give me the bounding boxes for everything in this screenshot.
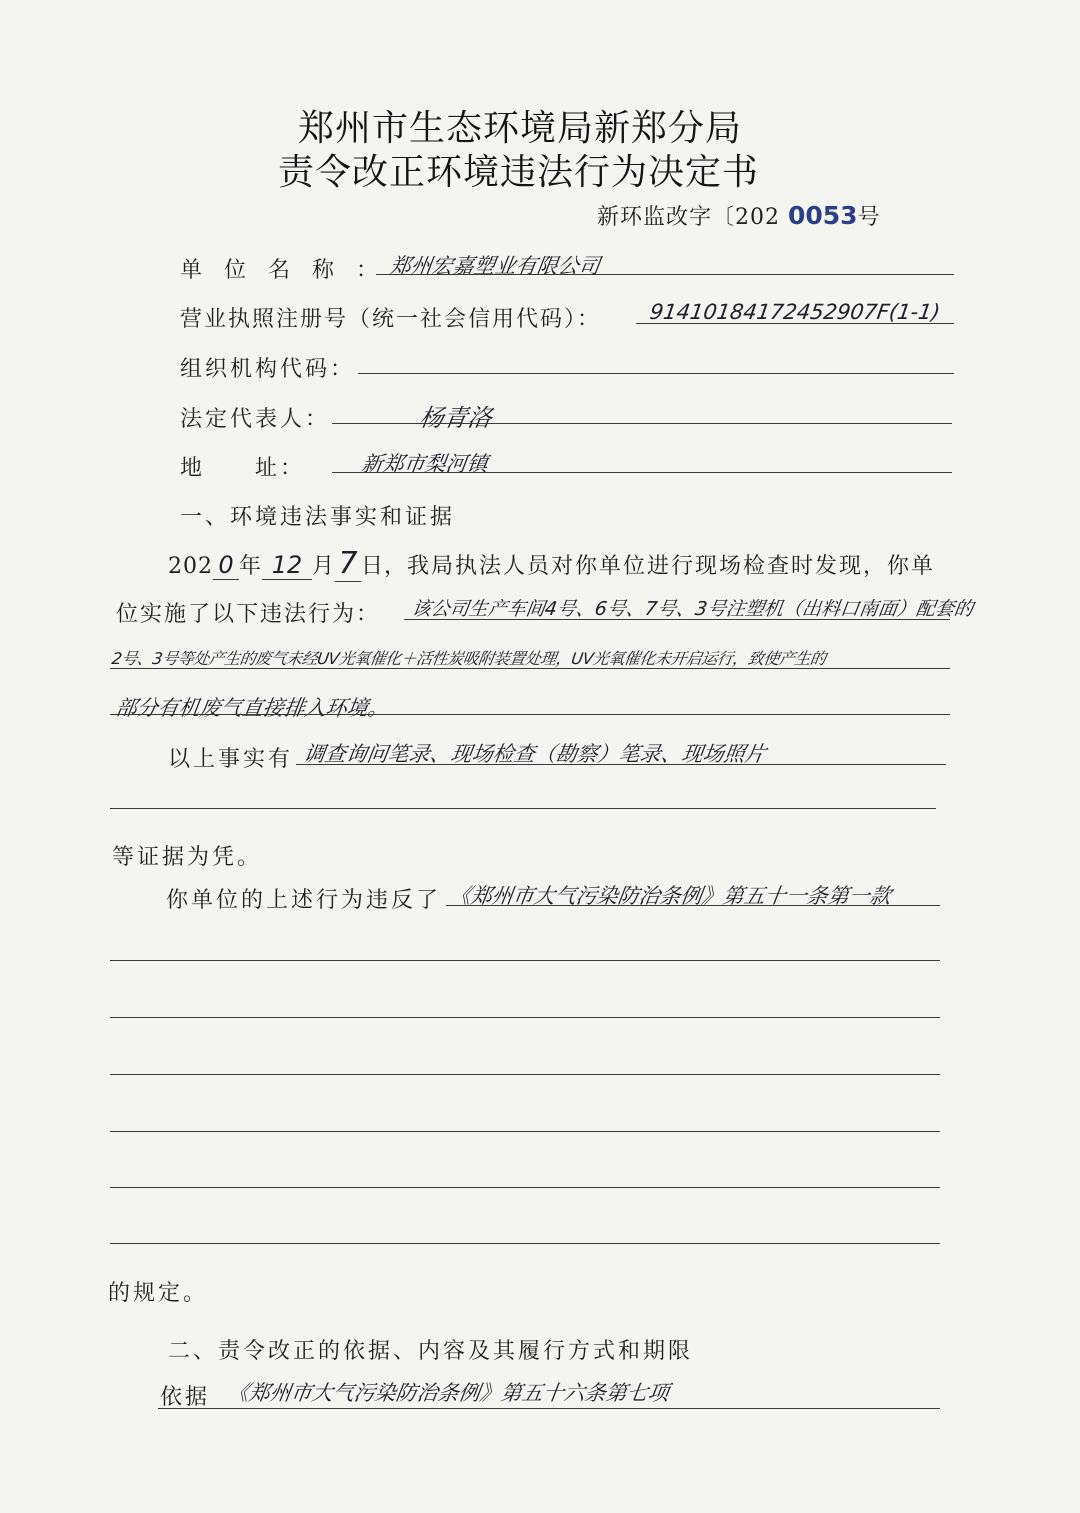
blank-line-5 (110, 1187, 940, 1188)
violation-label: 位实施了以下违法行为： (116, 602, 381, 627)
basis-underline (158, 1408, 940, 1409)
date-day-label: 日， (361, 554, 408, 579)
address-underline (332, 472, 952, 473)
evidence-underline (296, 764, 946, 765)
doc-no-suffix: 号 (857, 205, 881, 230)
violates-value: 《郑州市大气污染防治条例》第五十一条第一款 (448, 884, 893, 908)
violates-suffix: 的规定。 (108, 1281, 209, 1306)
evidence-label: 以上事实有 (168, 747, 294, 772)
date-intro-text: 我局执法人员对你单位进行现场检查时发现，你单 (407, 554, 936, 579)
title-line-2: 责令改正环境违法行为决定书 (278, 152, 760, 193)
evidence-underline-2 (110, 808, 936, 809)
violation-line-1: 该公司生产车间4号、6号、7号、3号注塑机（出料口南面）配套的 (410, 598, 975, 620)
unit-value: 郑州宏嘉塑业有限公司 (388, 254, 602, 278)
section2-heading: 二、责令改正的依据、内容及其履行方式和期限 (168, 1339, 694, 1364)
basis-label: 依据 (160, 1385, 211, 1410)
section1-heading: 一、环境违法事实和证据 (180, 505, 456, 530)
doc-no-value: 0053 (788, 201, 858, 230)
license-underline (636, 323, 954, 324)
date-day: 7 (335, 546, 361, 582)
date-year-label: 年 (239, 554, 263, 579)
license-value: 91410184172452907F(1-1) (648, 300, 942, 324)
license-label: 营业执照注册号（统一社会信用代码）： (180, 307, 602, 332)
legal-rep-underline (332, 423, 952, 424)
evidence-suffix: 等证据为凭。 (112, 845, 263, 870)
unit-label: 单位名称： (180, 258, 401, 283)
blank-line-6 (110, 1243, 940, 1244)
evidence-value: 调查询问笔录、现场检查（勘察）笔录、现场照片 (302, 742, 768, 766)
date-year: 0 (213, 551, 239, 580)
violates-label: 你单位的上述行为违反了 (166, 888, 442, 913)
doc-no-prefix: 新环监改字〔202 (597, 205, 780, 230)
document-number (597, 200, 881, 231)
violates-underline (446, 905, 940, 906)
org-code-label: 组织机构代码： (180, 357, 356, 382)
blank-line-3 (110, 1074, 940, 1075)
date-prefix: 202 (168, 554, 213, 579)
violation-line-2: 2号、3号等处产生的废气未经UV光氧催化＋活性炭吸附装置处理，UV光氧催化未开启运行，致使产生的 (110, 649, 827, 668)
legal-rep-label: 法定代表人： (180, 407, 331, 432)
unit-underline (376, 274, 954, 275)
blank-line-2 (110, 1017, 940, 1018)
address-value: 新郑市梨河镇 (360, 452, 490, 476)
org-code-underline (358, 373, 954, 374)
date-month-label: 月 (312, 554, 336, 579)
address-label: 地 址： (180, 456, 306, 481)
violation-underline-3 (110, 714, 950, 715)
blank-line-1 (110, 960, 940, 961)
violation-underline-2 (110, 668, 950, 669)
title-line-1: 郑州市生态环境局新郑分局 (298, 108, 743, 149)
inspection-date-line (168, 546, 935, 582)
date-month: 12 (262, 551, 312, 580)
basis-value: 《郑州市大气污染防治条例》第五十六条第七项 (226, 1381, 671, 1405)
violation-line-3: 部分有机废气直接排入环境。 (114, 696, 391, 720)
blank-line-4 (110, 1131, 940, 1132)
violation-underline-1 (404, 619, 950, 620)
legal-rep-value: 杨青洛 (417, 404, 494, 432)
